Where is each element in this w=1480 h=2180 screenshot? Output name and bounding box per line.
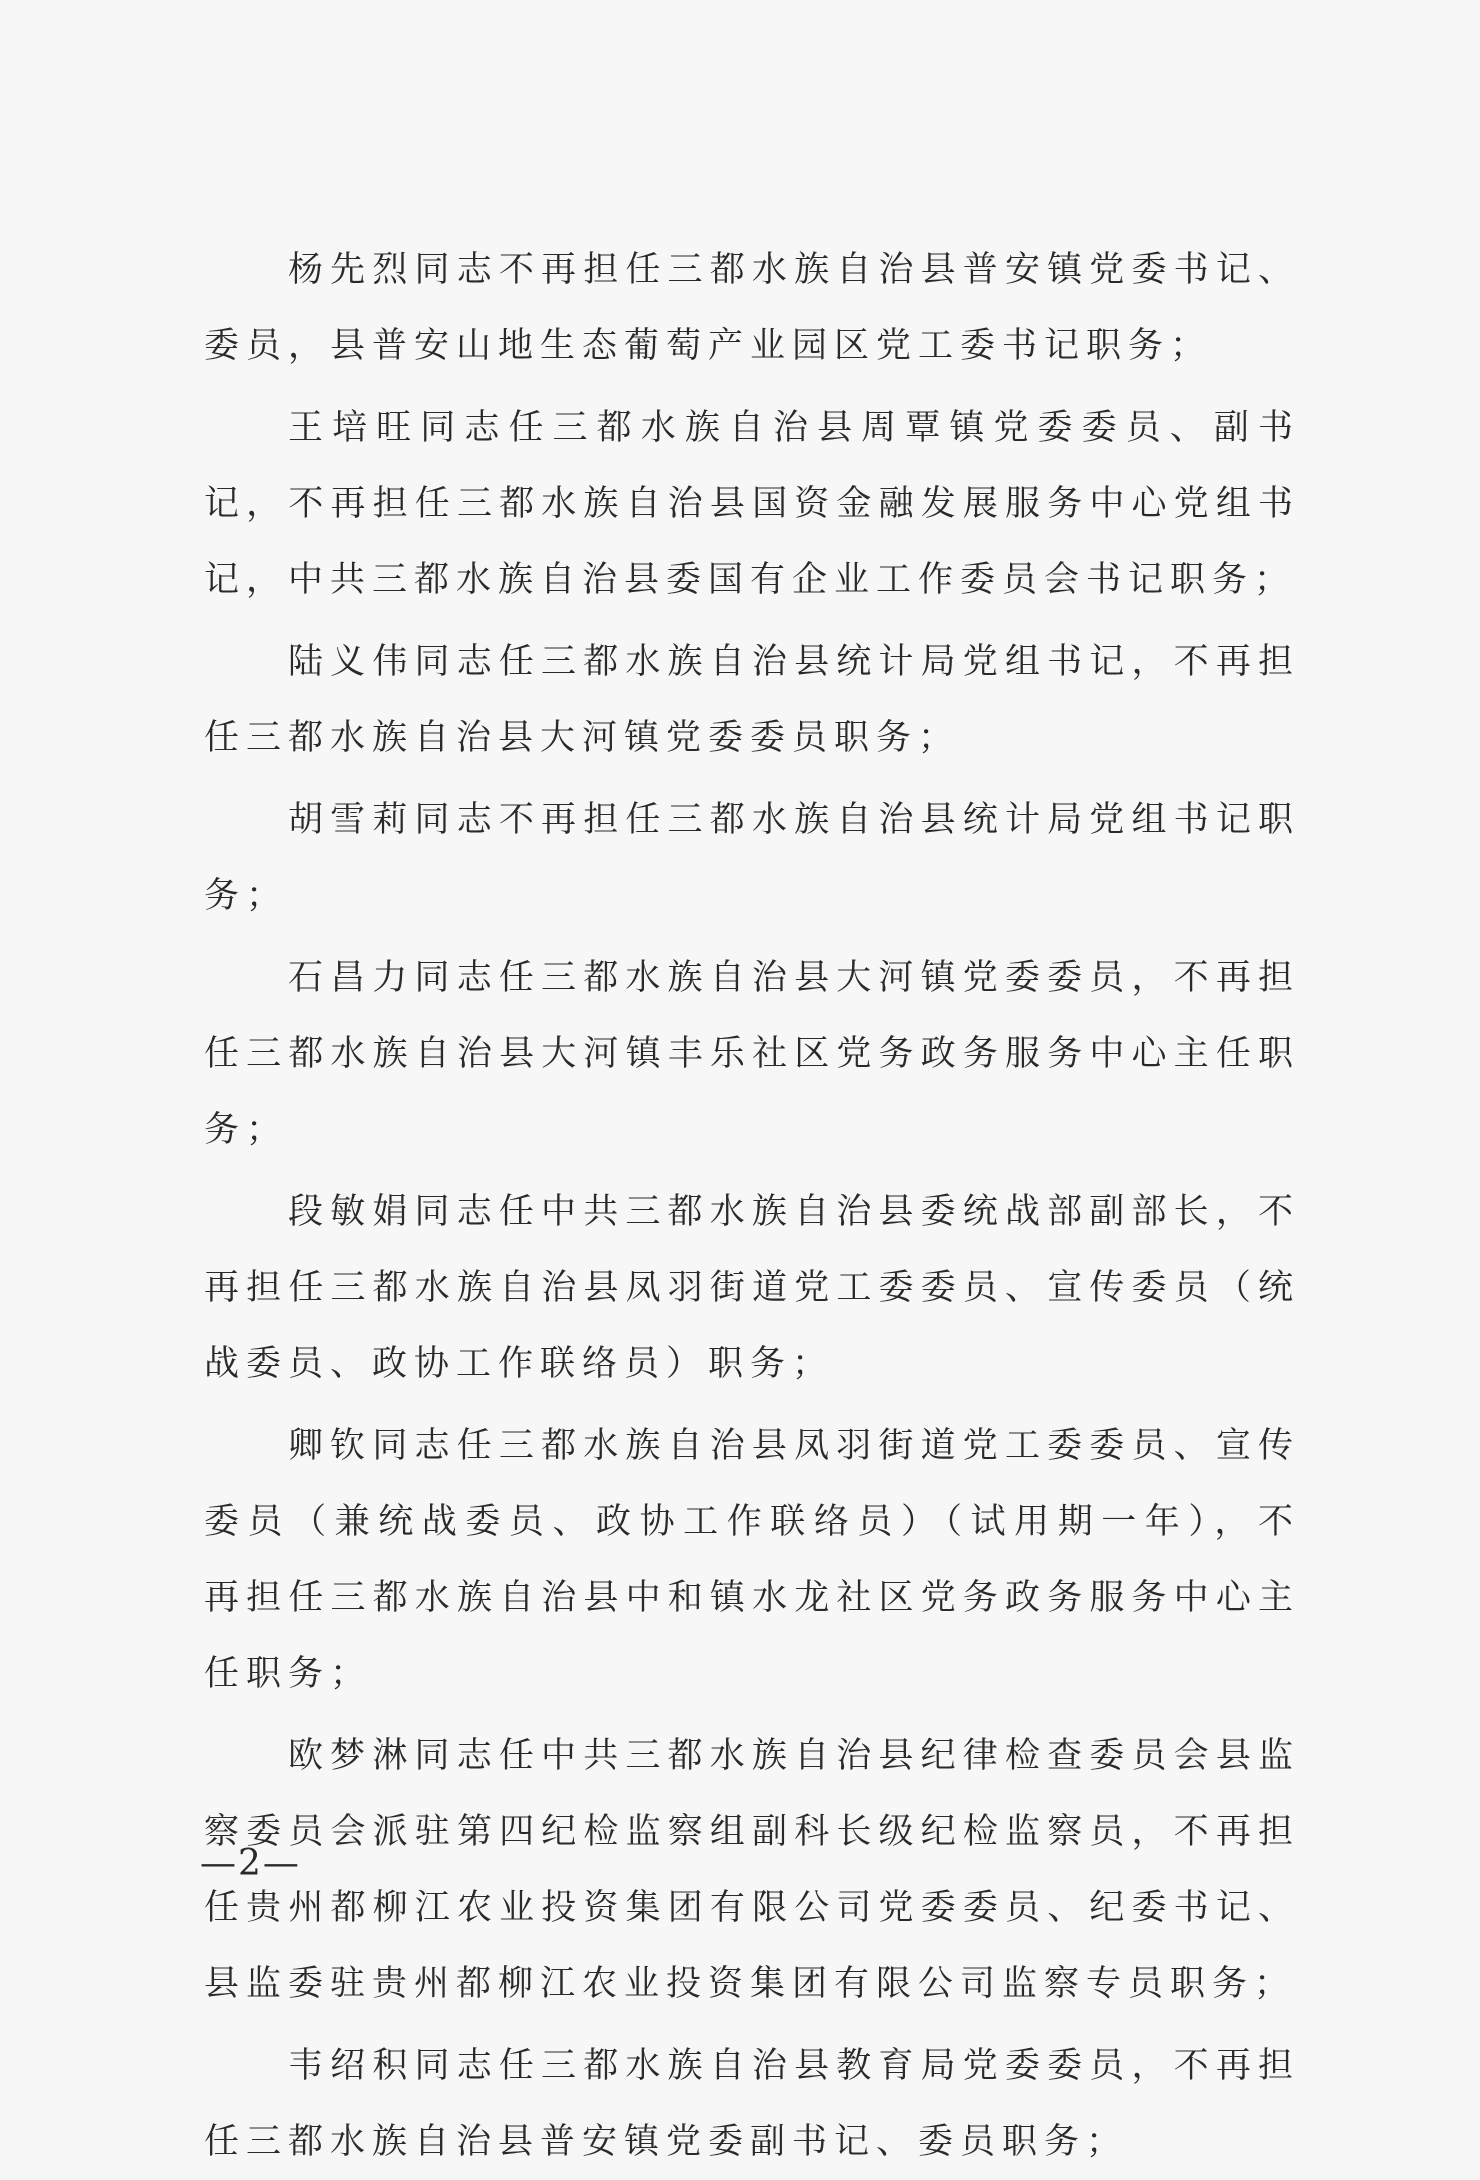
paragraph-7: 卿钦同志任三都水族自治县凤羽街道党工委委员、宣传委员（兼统战委员、政协工作联络员）（试用期一年），不再担任三都水族自治县中和镇水龙社区党务政务服务中心主任职务； <box>204 1426 1300 1694</box>
paragraph-8: 欧梦淋同志任中共三都水族自治县纪律检查委员会县监察委员会派驻第四纪检监察组副科长级纪检监察员，不再担任贵州都柳江农业投资集团有限公司党委委员、纪委书记、县监委驻贵州都柳江农业投资集团有限公司监察专员职务； <box>204 1736 1300 2004</box>
paragraph-5: 石昌力同志任三都水族自治县大河镇党委委员，不再担任三都水族自治县大河镇丰乐社区党务政务服务中心主任职务； <box>204 958 1300 1150</box>
paragraph-1: 杨先烈同志不再担任三都水族自治县普安镇党委书记、委员，县普安山地生态葡萄产业园区党工委书记职务； <box>204 250 1300 366</box>
document-body <box>204 232 1300 2180</box>
paragraph-2: 王培旺同志任三都水族自治县周覃镇党委委员、副书记，不再担任三都水族自治县国资金融发展服务中心党组书记，中共三都水族自治县委国有企业工作委员会书记职务； <box>204 408 1300 600</box>
paragraph-4: 胡雪莉同志不再担任三都水族自治县统计局党组书记职务； <box>204 800 1300 916</box>
paragraph-3: 陆义伟同志任三都水族自治县统计局党组书记，不再担任三都水族自治县大河镇党委委员职务； <box>204 642 1300 758</box>
paragraph-9: 韦绍积同志任三都水族自治县教育局党委委员，不再担任三都水族自治县普安镇党委副书记、委员职务； <box>204 2046 1300 2162</box>
paragraph-6: 段敏娟同志任中共三都水族自治县委统战部副部长，不再担任三都水族自治县凤羽街道党工委委员、宣传委员（统战委员、政协工作联络员）职务； <box>204 1192 1300 1384</box>
page-number: —2— <box>200 1843 301 1884</box>
